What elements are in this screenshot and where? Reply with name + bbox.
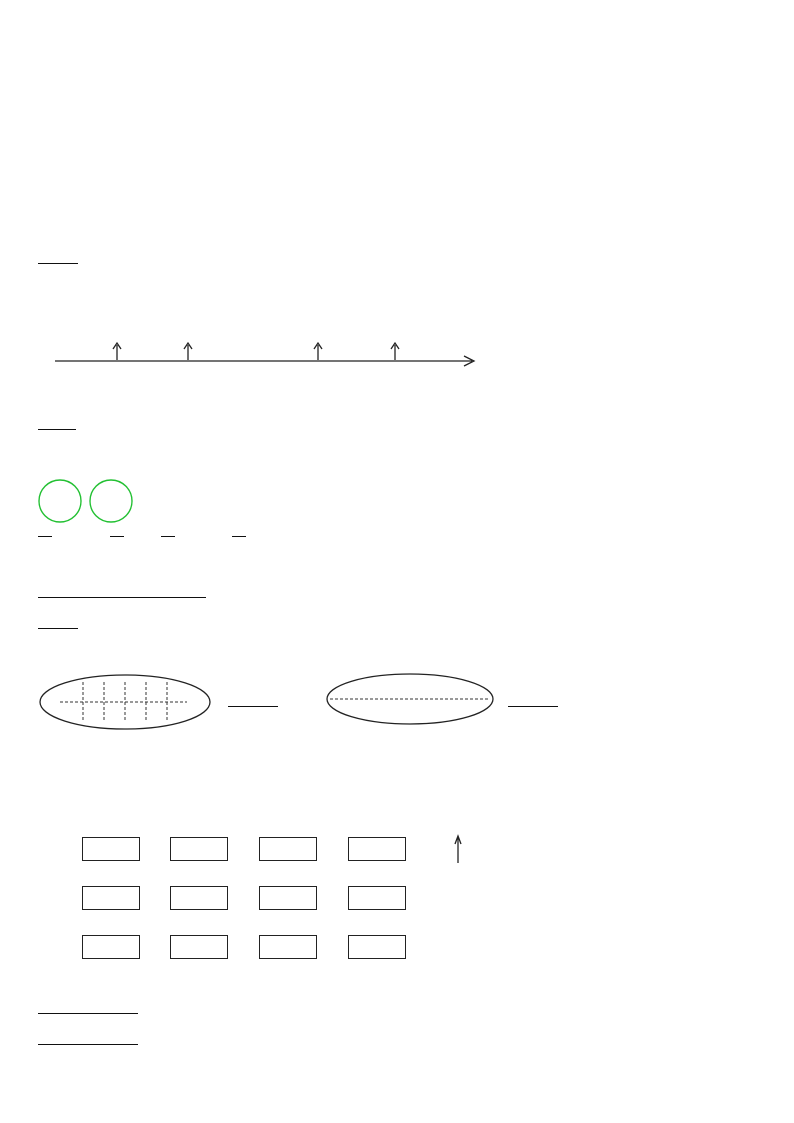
answer-blank[interactable] bbox=[88, 1031, 138, 1045]
answer-blank[interactable] bbox=[38, 1000, 88, 1014]
question-8-2 bbox=[38, 1031, 138, 1049]
answer-blank[interactable] bbox=[38, 1031, 88, 1045]
question-8-1 bbox=[38, 1000, 138, 1018]
answer-blank[interactable] bbox=[88, 1000, 138, 1014]
